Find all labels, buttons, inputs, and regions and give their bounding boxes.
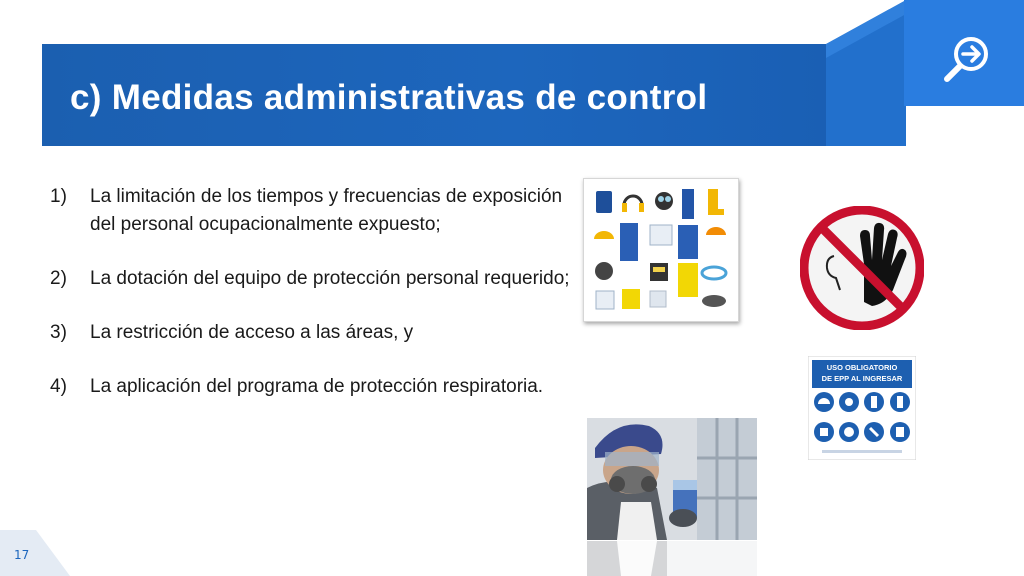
list-item (50, 373, 570, 401)
ppe-icons-grid (584, 179, 738, 321)
measures-list (50, 183, 570, 427)
sign-line-2: DE EPP AL INGRESAR (821, 374, 903, 383)
item-text: La dotación del equipo de protección personal requerido; (90, 268, 570, 289)
list-item (50, 319, 570, 347)
ppe-equipment-image (583, 178, 739, 322)
page-corner-shape (0, 530, 70, 576)
worker-photo-reflection (587, 541, 757, 576)
item-text: La aplicación del programa de protección respiratoria. (90, 376, 544, 397)
sign-graphic (808, 356, 916, 460)
worker-photo-graphic (587, 418, 757, 540)
slide-title: c) Medidas administrativas de control (70, 78, 708, 117)
item-text: La limitación de los tiempos y frecuencias de exposición del personal ocupacionalmente expuesto; (90, 186, 563, 235)
item-text: La restricción de acceso a las áreas, y (90, 322, 414, 343)
list-item (50, 183, 570, 239)
banner-wedge (826, 0, 906, 146)
reflection-graphic (587, 541, 757, 576)
item-number: 2) (50, 268, 67, 289)
item-number: 1) (50, 186, 67, 207)
list-item (50, 265, 570, 293)
item-number: 4) (50, 376, 67, 397)
item-number: 3) (50, 322, 67, 343)
stop-hand-icon (800, 206, 924, 330)
respirator-worker-photo (587, 418, 757, 540)
ppe-mandatory-sign (808, 356, 916, 460)
page-number: 17 (14, 548, 30, 562)
search-arrow-icon[interactable] (938, 32, 994, 88)
sign-line-1: USO OBLIGATORIO (826, 363, 898, 372)
